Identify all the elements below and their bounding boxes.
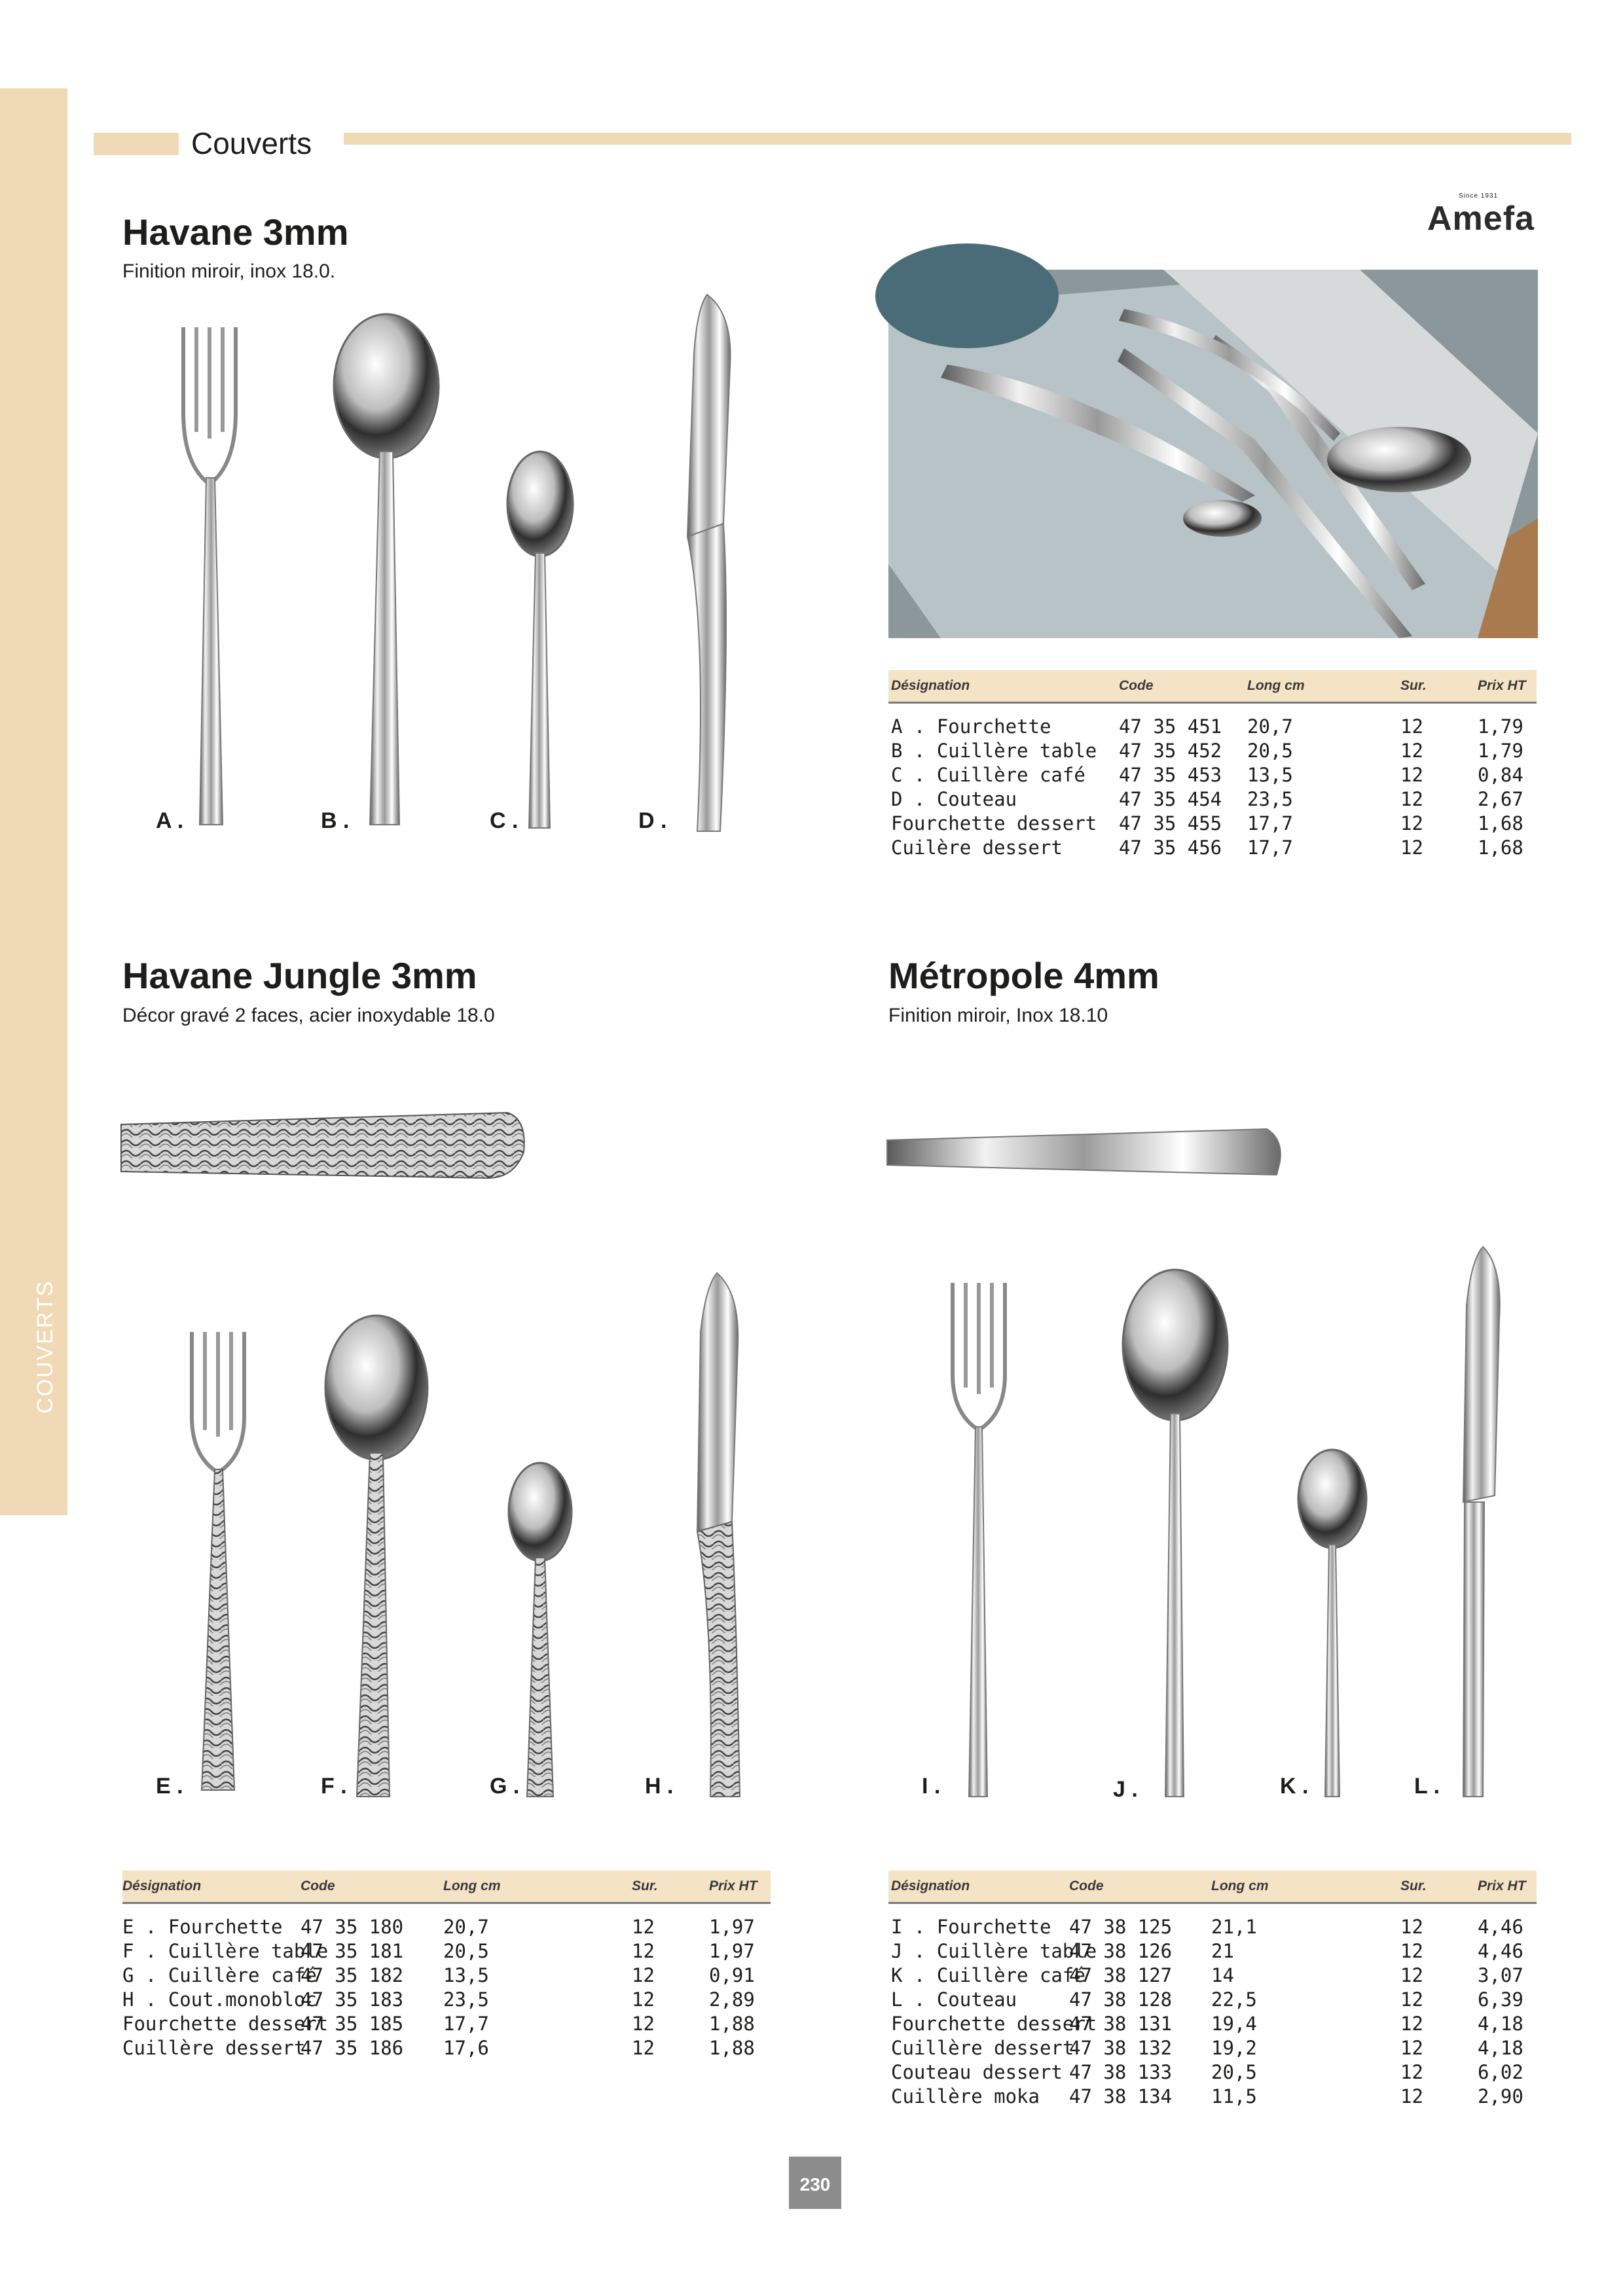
cell-length: 17,6 — [443, 2037, 489, 2059]
cell-qty: 12 — [1400, 836, 1423, 859]
section-title: Couverts — [191, 126, 312, 160]
cell-qty: 12 — [1400, 1916, 1423, 1938]
cell-designation: G . Cuillère café — [122, 1964, 317, 1986]
cell-designation: Fourchette dessert — [122, 2013, 329, 2035]
cell-qty: 12 — [1400, 740, 1423, 762]
cell-qty: 12 — [1400, 2085, 1423, 2108]
cell-price: 1,97 — [709, 1916, 755, 1938]
cell-length: 17,7 — [1247, 812, 1293, 834]
cell-code: 47 35 455 — [1119, 812, 1222, 834]
jungle-letter-e: E . — [156, 1774, 183, 1799]
table-row — [888, 836, 1537, 861]
havane-fork-image — [170, 314, 249, 838]
cell-code: 47 38 132 — [1069, 2037, 1173, 2059]
cell-designation: Fourchette dessert — [891, 2013, 1097, 2035]
cell-length: 11,5 — [1211, 2085, 1257, 2108]
table-row — [888, 764, 1537, 788]
havane-letter-c: C . — [490, 808, 519, 833]
header-qty: Sur. — [1400, 1878, 1427, 1893]
cell-length: 19,2 — [1211, 2037, 1257, 2059]
table-row — [888, 715, 1537, 740]
brand-name: Amefa — [1427, 200, 1535, 238]
jungle-letter-g: G . — [490, 1774, 520, 1799]
havane-spoon-image — [331, 314, 442, 838]
jungle-subtitle: Décor gravé 2 faces, acier inoxydable 18.0 — [122, 1005, 495, 1026]
cell-length: 13,5 — [443, 1964, 489, 1986]
cell-designation: J . Cuillère table — [891, 1940, 1097, 1962]
cell-designation: Couteau dessert — [891, 2061, 1063, 2083]
header-length: Long cm — [1211, 1878, 1269, 1893]
cell-length: 21,1 — [1211, 1916, 1257, 1938]
cell-qty: 12 — [632, 1916, 655, 1938]
cell-designation: I . Fourchette — [891, 1916, 1051, 1938]
cell-length: 20,7 — [1247, 715, 1293, 738]
header-qty: Sur. — [1400, 678, 1427, 693]
cell-qty: 12 — [632, 1988, 655, 2011]
header-length: Long cm — [443, 1878, 501, 1893]
page-number: 230 — [799, 2174, 831, 2195]
cell-code: 47 35 186 — [301, 2037, 404, 2059]
jungle-title: Havane Jungle 3mm — [122, 955, 477, 996]
havane-knife-image — [668, 288, 746, 838]
jungle-letter-f: F . — [321, 1774, 347, 1799]
cell-code: 47 35 451 — [1119, 715, 1222, 738]
cell-length: 17,7 — [1247, 836, 1293, 859]
havane-teaspoon-image — [504, 452, 576, 838]
cell-code: 47 38 134 — [1069, 2085, 1173, 2108]
cell-qty: 12 — [1400, 715, 1423, 738]
cell-price: 0,91 — [709, 1964, 755, 1986]
cell-qty: 12 — [632, 1964, 655, 1986]
cell-price: 6,39 — [1478, 1988, 1523, 2011]
header-price: Prix HT — [709, 1878, 757, 1893]
cell-designation: K . Cuillère café — [891, 1964, 1085, 1986]
cell-code: 47 35 181 — [301, 1940, 404, 1962]
metropole-letter-k: K . — [1280, 1774, 1309, 1799]
cell-price: 1,68 — [1478, 836, 1523, 859]
cell-qty: 12 — [1400, 788, 1423, 810]
cell-price: 1,88 — [709, 2037, 755, 2059]
jungle-letter-h: H . — [645, 1774, 674, 1799]
metropole-fork-image — [943, 1270, 1015, 1803]
table-row — [122, 1916, 771, 1940]
cell-length: 22,5 — [1211, 1988, 1257, 2011]
table-header — [888, 670, 1537, 704]
jungle-knife-image — [674, 1266, 753, 1803]
table-row — [888, 2037, 1537, 2061]
cell-price: 1,68 — [1478, 812, 1523, 834]
jungle-spoon-image — [321, 1316, 432, 1803]
cell-price: 3,07 — [1478, 1964, 1523, 1986]
metropole-price-table — [888, 1871, 1537, 2109]
cell-qty: 12 — [1400, 812, 1423, 834]
cell-qty: 12 — [632, 2037, 655, 2059]
havane-letter-a: A . — [156, 808, 184, 833]
table-header — [122, 1871, 771, 1904]
cell-designation: A . Fourchette — [891, 715, 1051, 738]
table-row — [888, 2061, 1537, 2085]
cell-code: 47 38 128 — [1069, 1988, 1173, 2011]
cell-designation: E . Fourchette — [122, 1916, 283, 1938]
cell-designation: Fourchette dessert — [891, 812, 1097, 834]
metropole-title: Métropole 4mm — [888, 955, 1159, 996]
havane-letter-b: B . — [321, 808, 350, 833]
cell-length: 20,5 — [1211, 2061, 1257, 2083]
table-row — [888, 1940, 1537, 1964]
cell-length: 20,7 — [443, 1916, 489, 1938]
metropole-spoon-image — [1120, 1270, 1231, 1803]
side-tab-label: COUVERTS — [33, 1280, 58, 1414]
metropole-handle-detail — [887, 1126, 1286, 1178]
cell-length: 20,5 — [443, 1940, 489, 1962]
metropole-letter-l: L . — [1414, 1774, 1440, 1799]
havane-title: Havane 3mm — [122, 211, 349, 253]
cell-price: 2,90 — [1478, 2085, 1523, 2108]
cell-code: 47 35 182 — [301, 1964, 404, 1986]
cell-length: 20,5 — [1247, 740, 1293, 762]
cell-price: 1,79 — [1478, 740, 1523, 762]
cell-designation: F . Cuillère table — [122, 1940, 329, 1962]
cell-price: 0,84 — [1478, 764, 1523, 786]
cell-qty: 12 — [1400, 1988, 1423, 2011]
havane-table-photo — [888, 270, 1538, 638]
havane-letter-d: D . — [638, 808, 667, 833]
jungle-fork-image — [182, 1319, 254, 1803]
cell-price: 4,46 — [1478, 1940, 1523, 1962]
header-band-right — [344, 133, 1571, 145]
table-row — [888, 740, 1537, 764]
cell-length: 23,5 — [1247, 788, 1293, 810]
table-row — [888, 1964, 1537, 1988]
metropole-teaspoon-image — [1296, 1450, 1368, 1803]
table-row — [888, 1916, 1537, 1940]
table-row — [122, 2013, 771, 2037]
metropole-subtitle: Finition miroir, Inox 18.10 — [888, 1005, 1108, 1026]
cell-price: 2,89 — [709, 1988, 755, 2011]
cell-code: 47 38 127 — [1069, 1964, 1173, 1986]
header-code: Code — [301, 1878, 335, 1893]
table-row — [122, 1964, 771, 1988]
cell-code: 47 38 126 — [1069, 1940, 1173, 1962]
cell-qty: 12 — [1400, 1940, 1423, 1962]
header-code: Code — [1119, 678, 1154, 693]
cell-qty: 12 — [632, 1940, 655, 1962]
cell-price: 6,02 — [1478, 2061, 1523, 2083]
cell-price: 2,67 — [1478, 788, 1523, 810]
cell-designation: Cuillère moka — [891, 2085, 1040, 2108]
table-header — [888, 1871, 1537, 1904]
metropole-letter-j: J . — [1113, 1777, 1138, 1802]
table-row — [888, 1988, 1537, 2013]
header-designation: Désignation — [891, 678, 970, 693]
table-row — [888, 2013, 1537, 2037]
cell-code: 47 35 185 — [301, 2013, 404, 2035]
cell-price: 4,46 — [1478, 1916, 1523, 1938]
cell-designation: L . Couteau — [891, 1988, 1017, 2011]
table-row — [888, 788, 1537, 812]
cell-designation: Cuilère dessert — [891, 836, 1063, 859]
cell-length: 21 — [1211, 1940, 1234, 1962]
table-row — [122, 2037, 771, 2061]
header-price: Prix HT — [1478, 1878, 1526, 1893]
cell-designation: B . Cuillère table — [891, 740, 1097, 762]
table-row — [888, 2085, 1537, 2109]
table-row — [122, 1988, 771, 2013]
jungle-handle-detail — [121, 1106, 530, 1185]
table-row — [888, 812, 1537, 836]
header-designation: Désignation — [891, 1878, 970, 1893]
cell-length: 14 — [1211, 1964, 1234, 1986]
cell-length: 19,4 — [1211, 2013, 1257, 2035]
header-band-left — [94, 133, 179, 155]
cell-code: 47 38 125 — [1069, 1916, 1173, 1938]
metropole-knife-image — [1437, 1240, 1516, 1803]
havane-subtitle: Finition miroir, inox 18.0. — [122, 260, 336, 282]
cell-length: 23,5 — [443, 1988, 489, 2011]
cell-code: 47 38 133 — [1069, 2061, 1173, 2083]
cell-code: 47 35 454 — [1119, 788, 1222, 810]
cell-code: 47 35 183 — [301, 1988, 404, 2011]
cell-designation: C . Cuillère café — [891, 764, 1085, 786]
cell-designation: D . Couteau — [891, 788, 1017, 810]
cell-code: 47 35 453 — [1119, 764, 1222, 786]
cell-code: 47 38 131 — [1069, 2013, 1173, 2035]
cell-designation: H . Cout.monobloc — [122, 1988, 317, 2011]
cell-price: 1,79 — [1478, 715, 1523, 738]
cell-designation: Cuillère dessert — [891, 2037, 1074, 2059]
brand-logo — [1427, 190, 1542, 236]
cell-price: 4,18 — [1478, 2037, 1523, 2059]
header-qty: Sur. — [632, 1878, 658, 1893]
cell-length: 13,5 — [1247, 764, 1293, 786]
cell-price: 1,97 — [709, 1940, 755, 1962]
jungle-teaspoon-image — [504, 1463, 576, 1803]
jungle-price-table — [122, 1871, 771, 2061]
cell-qty: 12 — [1400, 764, 1423, 786]
header-price: Prix HT — [1478, 678, 1526, 693]
cell-code: 47 35 180 — [301, 1916, 404, 1938]
header-designation: Désignation — [122, 1878, 202, 1893]
cell-code: 47 35 452 — [1119, 740, 1222, 762]
header-length: Long cm — [1247, 678, 1305, 693]
cell-designation: Cuillère dessert — [122, 2037, 306, 2059]
cell-code: 47 35 456 — [1119, 836, 1222, 859]
header-code: Code — [1069, 1878, 1104, 1893]
cell-price: 4,18 — [1478, 2013, 1523, 2035]
cell-qty: 12 — [632, 2013, 655, 2035]
cell-length: 17,7 — [443, 2013, 489, 2035]
cell-price: 1,88 — [709, 2013, 755, 2035]
havane-price-table — [888, 670, 1537, 861]
metropole-letter-i: I . — [922, 1774, 941, 1799]
cell-qty: 12 — [1400, 1964, 1423, 1986]
brand-since: Since 1931 — [1459, 192, 1499, 200]
cell-qty: 12 — [1400, 2037, 1423, 2059]
cell-qty: 12 — [1400, 2061, 1423, 2083]
cell-qty: 12 — [1400, 2013, 1423, 2035]
table-row — [122, 1940, 771, 1964]
